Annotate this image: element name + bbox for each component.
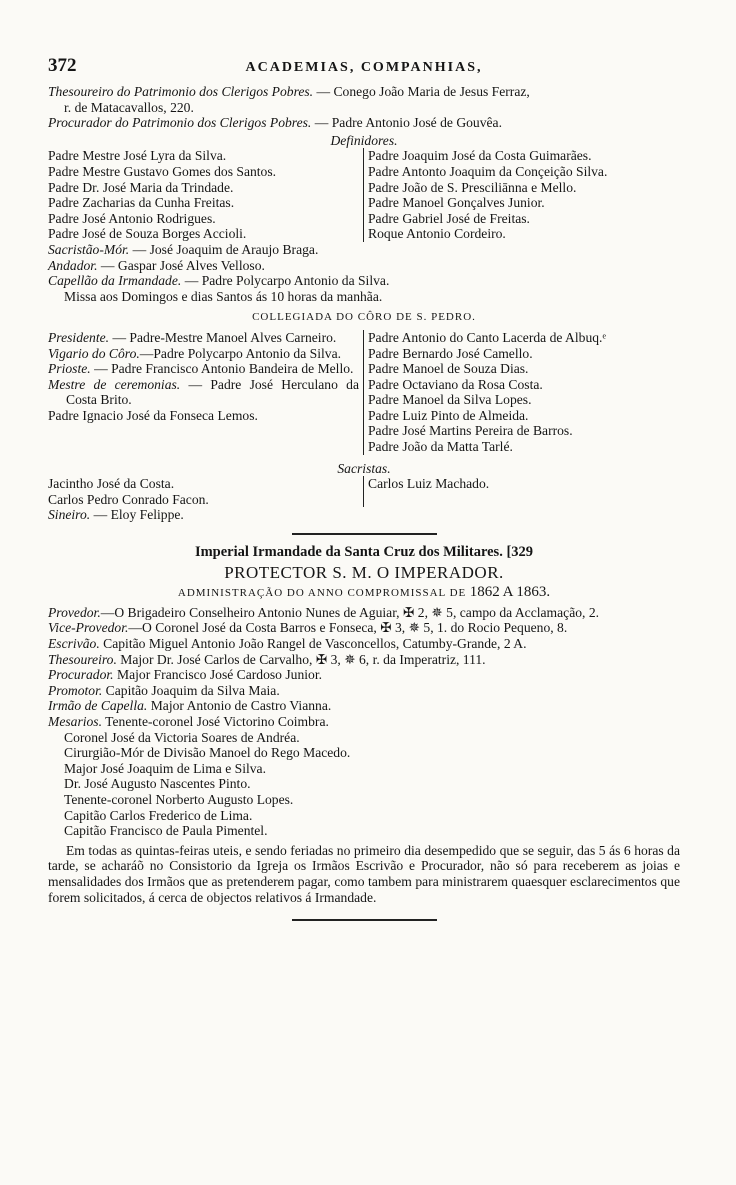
collegiada-right	[363, 330, 680, 455]
andador-entry: Andador. — Gaspar José Alves Velloso.	[48, 257, 265, 273]
sacristas-heading: Sacristas.	[337, 460, 391, 476]
list-item: Padre Joaquim José da Costa Guimarães.	[368, 148, 592, 164]
list-item: Tenente-coronel Norberto Augusto Lopes.	[64, 791, 294, 807]
list-item: Padre Manoel Gonçalves Junior.	[368, 195, 545, 211]
list-item: Padre Ignacio José da Fonseca Lemos.	[48, 407, 258, 423]
divider	[292, 919, 437, 921]
list-item: Padre Octaviano da Rosa Costa.	[368, 376, 543, 392]
page-header	[48, 55, 680, 80]
list-item: Capitão Carlos Frederico de Lima.	[64, 807, 253, 823]
list-item: Padre Mestre José Lyra da Silva.	[48, 148, 227, 164]
provedor-entry: Provedor.—O Brigadeiro Conselheiro Antonio Nunes de Aguiar, ✠ 2, ✵ 5, campo da Acclamação, 2.	[48, 604, 600, 620]
irmandade-title: Imperial Irmandade da Santa Cruz dos Militares. [329	[194, 544, 534, 561]
procurador-label: Procurador do Patrimonio dos Clerigos Pobres.	[48, 115, 312, 131]
collegiada-left	[48, 330, 363, 455]
list-item: Padre Gabriel José de Freitas.	[368, 210, 530, 226]
running-title: ACADEMIAS, COMPANHIAS,	[245, 60, 483, 75]
closing-paragraph: Em todas as quintas-feiras uteis, e sendo feriadas no primeiro dia desempedido que se seguir, das 5 ás 6 horas da tarde, se acharáõ no Consistorio da Igreja os Irmãos Escrivão e Procurador, não só para receberem as joias e mensalidades dos Irmãos que as pretenderem pagar, como tambem para ministrarem quaesquer esclarecimentos que forem solicitados, á cerca de objectos relativos á Irmandade.	[48, 842, 680, 905]
list-item: Padre Dr. José Maria da Trindade.	[48, 179, 234, 195]
protector-line: PROTECTOR S. M. O IMPERADOR.	[224, 562, 504, 582]
list-item: Cirurgião-Mór de Divisão Manoel do Rego Macedo.	[64, 745, 351, 761]
page-number: 372	[48, 55, 77, 76]
list-item: Vigario do Côro.—Padre Polycarpo Antonio da Silva.	[48, 345, 342, 361]
sacristas-columns	[48, 476, 680, 507]
tesoureiro-address: r. de Matacavallos, 220.	[64, 99, 194, 115]
divider	[292, 533, 437, 535]
list-item: Padre João da Matta Tarlé.	[368, 439, 513, 455]
tesoureiro-text: — Conego João Maria de Jesus Ferraz,	[316, 84, 530, 99]
thesoureiro-entry: Thesoureiro. Major Dr. José Carlos de Carvalho, ✠ 3, ✵ 6, r. da Imperatriz, 111.	[48, 651, 486, 667]
list-item: Padre José Antonio Rodrigues.	[48, 210, 216, 226]
procurador2-entry: Procurador. Major Francisco José Cardoso Junior.	[48, 667, 323, 683]
sineiro-entry: Sineiro. — Eloy Felippe.	[48, 507, 184, 523]
list-item: Carlos Luiz Machado.	[368, 476, 490, 492]
list-item: Carlos Pedro Conrado Facon.	[48, 491, 209, 507]
sacristas-left	[48, 476, 363, 507]
list-item: Padre José de Souza Borges Accioli.	[48, 226, 247, 242]
list-item: Padre Antonto Joaquim da Conçeição Silva.	[368, 163, 608, 179]
list-item: Padre José Martins Pereira de Barros.	[368, 423, 573, 439]
list-item: Padre Luiz Pinto de Almeida.	[368, 407, 529, 423]
list-item: Capitão Francisco de Paula Pimentel.	[64, 823, 268, 839]
list-item: Padre Bernardo José Camello.	[368, 345, 533, 361]
list-item: Padre Antonio do Canto Lacerda de Albuq.ᵉ	[368, 329, 606, 345]
tesoureiro-entry	[48, 84, 680, 100]
mesarios-entry: Mesarios. Tenente-coronel José Victorino Coimbra.	[48, 713, 329, 729]
tesoureiro-label: Thesoureiro do Patrimonio dos Clerigos Pobres.	[48, 84, 314, 99]
list-item: Mestre de ceremonias. — Padre José Herculano da Costa Brito.	[48, 376, 359, 408]
definidores-columns	[48, 148, 680, 242]
irmao-capella-entry: Irmão de Capella. Major Antonio de Castro Vianna.	[48, 698, 332, 714]
definidores-heading: Definidores.	[330, 132, 398, 148]
list-item: Padre Manoel de Souza Dias.	[368, 361, 529, 377]
list-item: Roque Antonio Cordeiro.	[368, 226, 506, 242]
document-page	[48, 55, 680, 931]
sacristas-right	[363, 476, 680, 507]
list-item: Dr. José Augusto Nascentes Pinto.	[64, 776, 251, 792]
list-item: Padre Mestre Gustavo Gomes dos Santos.	[48, 163, 277, 179]
administracao-line: ADMINISTRAÇÃO DO ANNO COMPROMISSAL DE 1862 A 1863.	[177, 584, 551, 601]
procurador-text: — Padre Antonio José de Gouvêa.	[314, 115, 502, 131]
list-item: Padre Manoel da Silva Lopes.	[368, 392, 532, 408]
collegiada-heading: COLLEGIADA DO CÔRO DE S. PEDRO.	[252, 311, 476, 324]
list-item: Padre João de S. Presciliānna e Mello.	[368, 179, 577, 195]
vice-provedor-entry: Vice-Provedor.—O Coronel José da Costa Barros e Fonseca, ✠ 3, ✵ 5, 1. do Rocio Pequeno, 8.	[48, 620, 568, 636]
collegiada-columns	[48, 330, 680, 455]
list-item: Coronel José da Victoria Soares de Andréa.	[64, 729, 300, 745]
list-item: Prioste. — Padre Francisco Antonio Bandeira de Mello.	[48, 361, 354, 377]
escrivao-entry: Escrivão. Capitão Miguel Antonio João Rangel de Vasconcellos, Catumby-Grande, 2 A.	[48, 636, 527, 651]
list-item: Jacintho José da Costa.	[48, 476, 175, 492]
definidores-left	[48, 148, 363, 242]
list-item: Padre Zacharias da Cunha Freitas.	[48, 195, 235, 211]
list-item: Presidente. — Padre-Mestre Manoel Alves Carneiro.	[48, 329, 337, 345]
capellao-entry: Capellão da Irmandade. — Padre Polycarpo Antonio da Silva.	[48, 273, 390, 289]
missa-note: Missa aos Domingos e dias Santos ás 10 horas da manhãa.	[64, 288, 383, 304]
definidores-right	[363, 148, 680, 242]
promotor-entry: Promotor. Capitão Joaquim da Silva Maia.	[48, 682, 280, 698]
procurador-entry	[48, 115, 680, 131]
list-item: Major José Joaquim de Lima e Silva.	[64, 760, 266, 776]
sacristao-entry: Sacristão-Mór. — José Joaquim de Araujo Braga.	[48, 241, 319, 257]
